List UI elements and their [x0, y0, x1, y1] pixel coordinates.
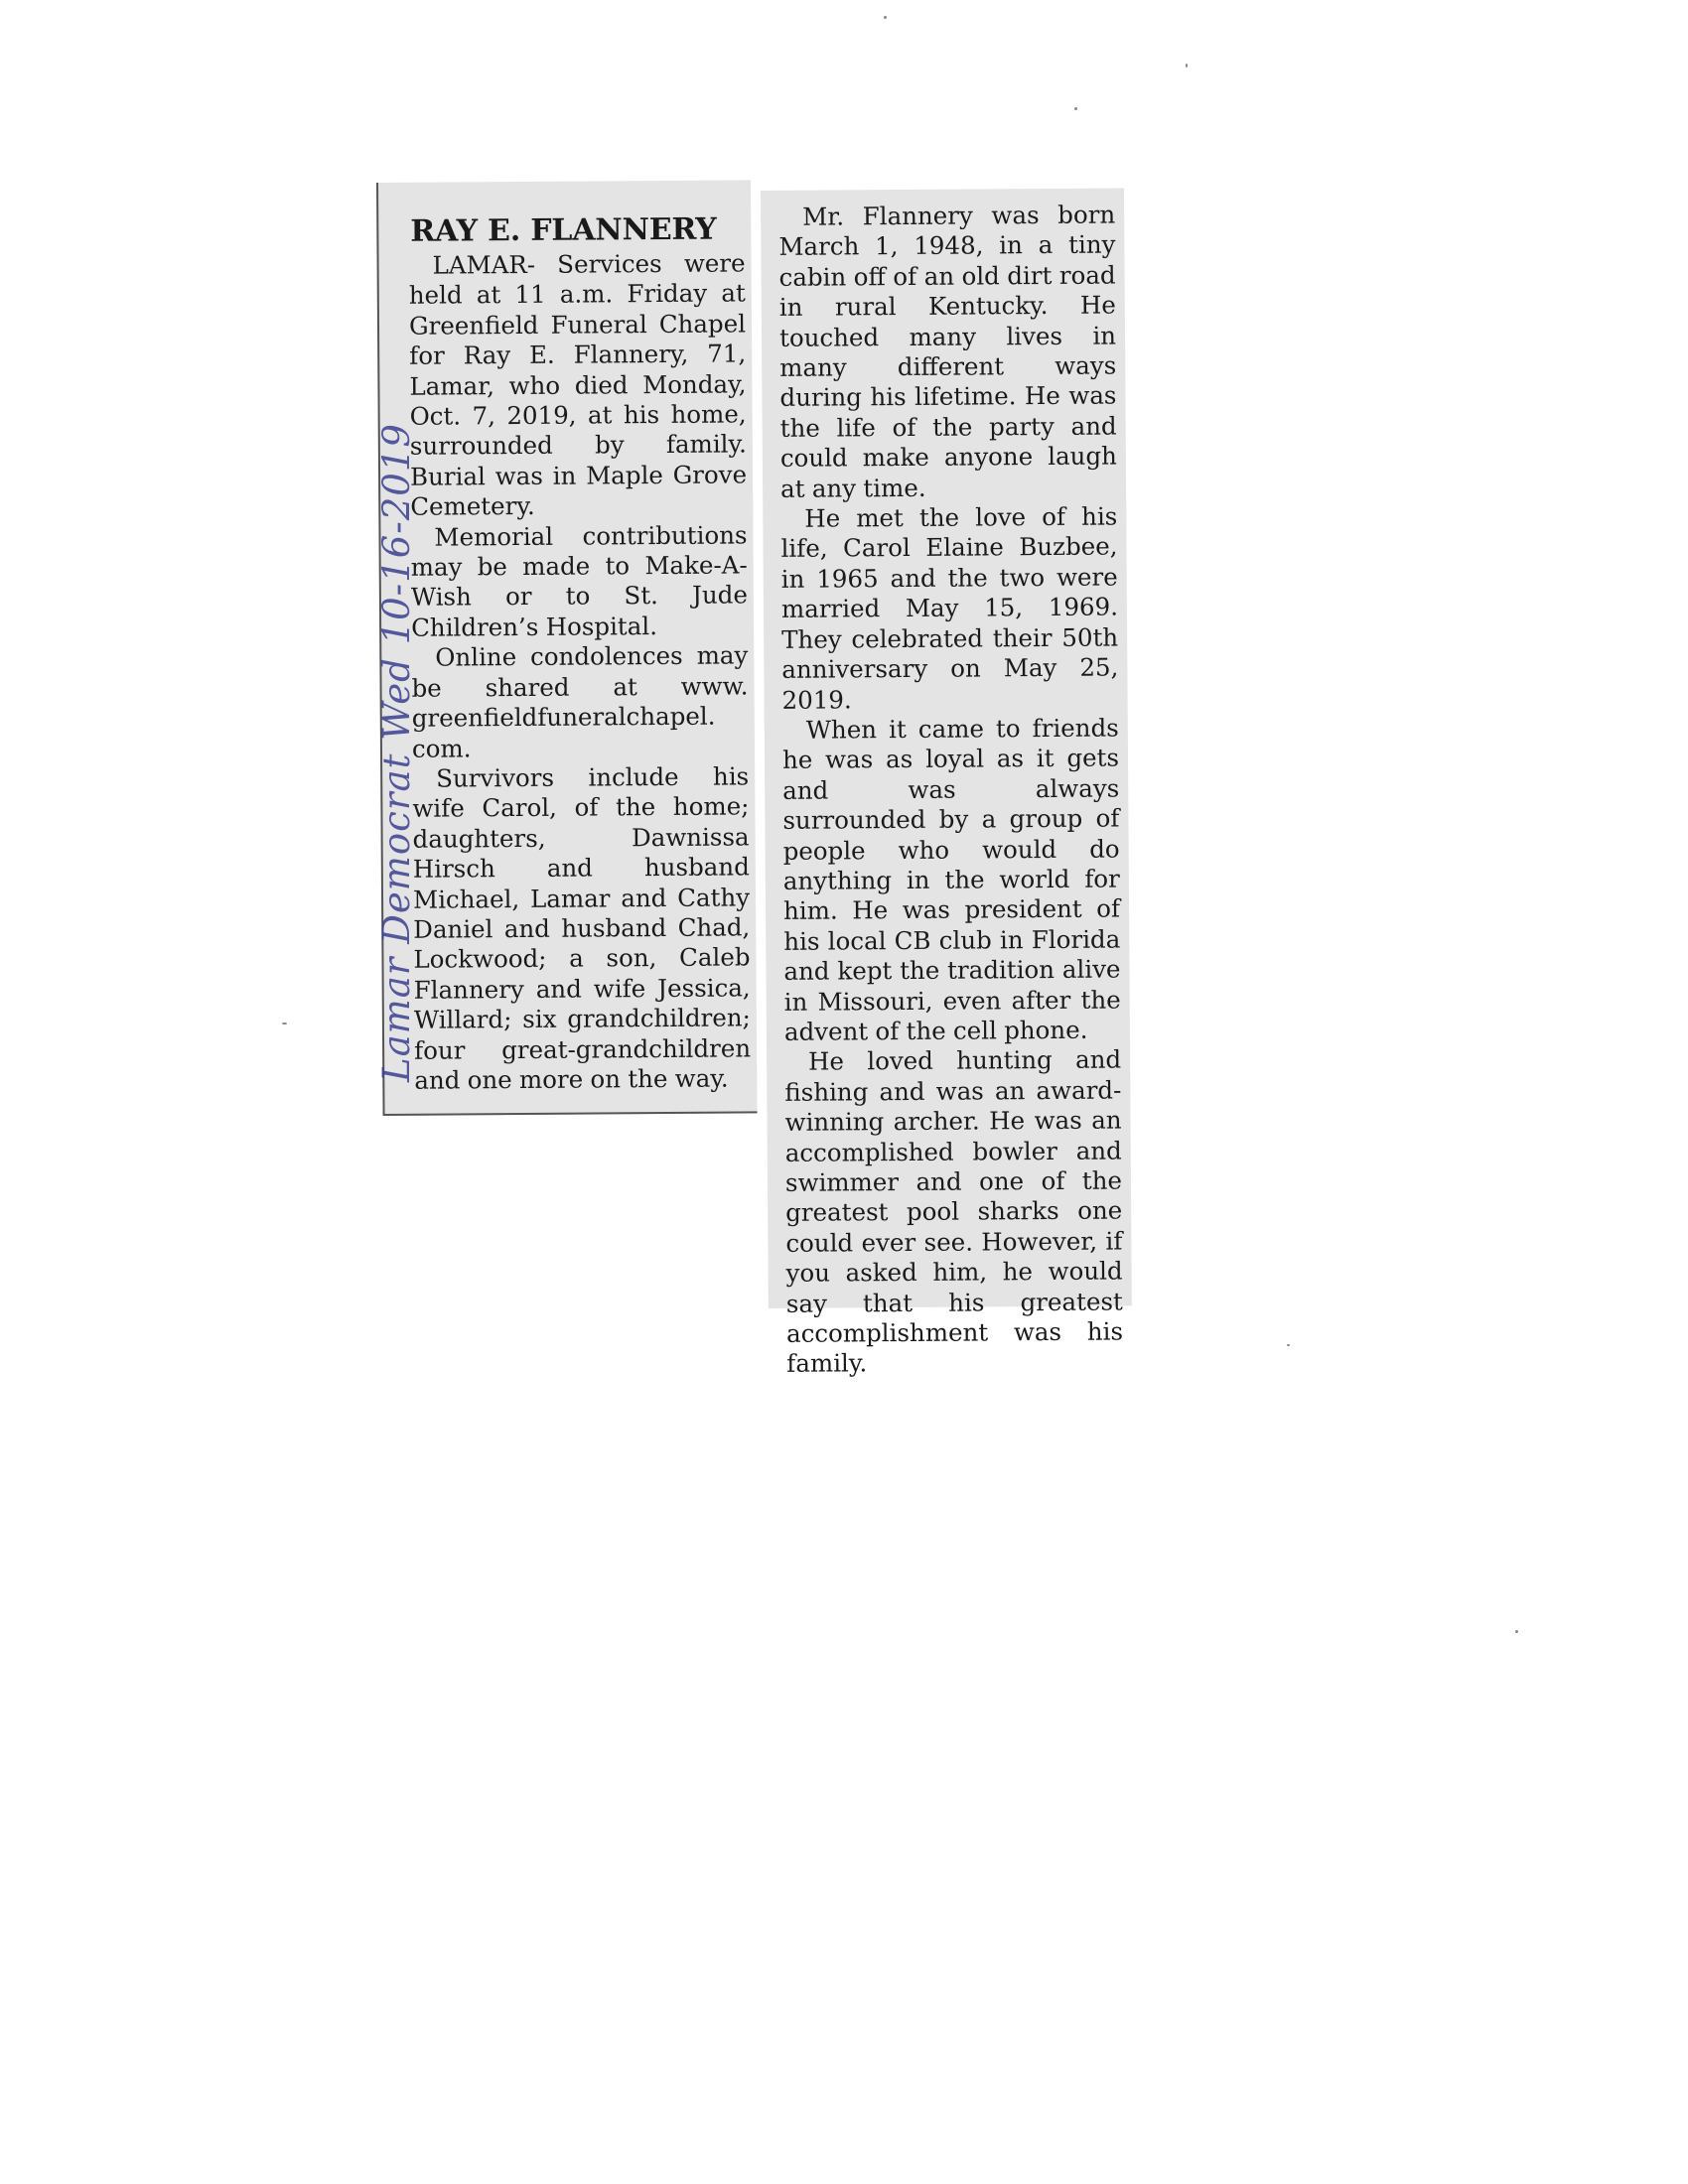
obituary-clipping-right [761, 188, 1132, 1379]
handwritten-source-note: Lamar Democrat Wed 10-16-2019 [375, 423, 418, 1082]
obituary-paragraph: Survivors include his wife Carol, of the home; daughters, Dawnissa Hirsch and husband Michael, Lamar and Cathy Daniel and husband Chad, Lockwood; a son, Caleb Flannery and wife Jessica, Willard; six grandchildren; four great-grandchildren and one more on the way. [412, 761, 752, 1095]
obituary-paragraph: He met the love of his life, Carol Elaine Buzbee, in 1965 and the two were married May 15, 1969. They celebrated their 50th anniversary on May 25, 2019. [780, 501, 1119, 715]
obituary-paragraph: Memorial contributions may be made to Make-A-Wish or to St. Jude Children’s Hospital. [410, 520, 749, 642]
obituary-clipping-left [376, 180, 758, 1116]
obituary-paragraph: Online condolences may be shared at www. greenfieldfuneralchapel. com. [411, 640, 749, 763]
obituary-paragraph: Mr. Flannery was born March 1, 1948, in a tiny cabin off of an old dirt road in rural Kentucky. He touched many lives in many different ways during his lifetime. He was the life of the party and could make anyone laugh at any time. [778, 200, 1117, 503]
scan-speck [1074, 107, 1077, 110]
scan-speck [282, 1023, 287, 1024]
scan-speck [1186, 64, 1188, 68]
scan-speck [1287, 1344, 1290, 1346]
obituary-paragraph: When it came to friends he was as loyal as it gets and was always surrounded by a group of people who would do anything in the world for him. He was president of his local CB club in Florida and kept the tradition alive in Missouri, even after the advent of the cell phone. [781, 713, 1121, 1046]
scan-speck [884, 16, 887, 19]
obituary-headline: RAY E. FLANNERY [410, 211, 717, 249]
obituary-paragraph: LAMAR- Services were held at 11 a.m. Friday at Greenfield Funeral Chapel for Ray E. Flannery, 71, Lamar, who died Monday, Oct. 7, 2019, at his home, surrounded by family. Burial was in Maple Grove Cemetery. [408, 248, 748, 522]
obituary-paragraph: He loved hunting and fishing and was an award-winning archer. He was an accomplished bowler and swimmer and one of the greatest pool sharks one could ever see. However, if you asked him, he would say that his greatest accomplishment was his family. [784, 1044, 1124, 1379]
scan-speck [1515, 1630, 1518, 1633]
